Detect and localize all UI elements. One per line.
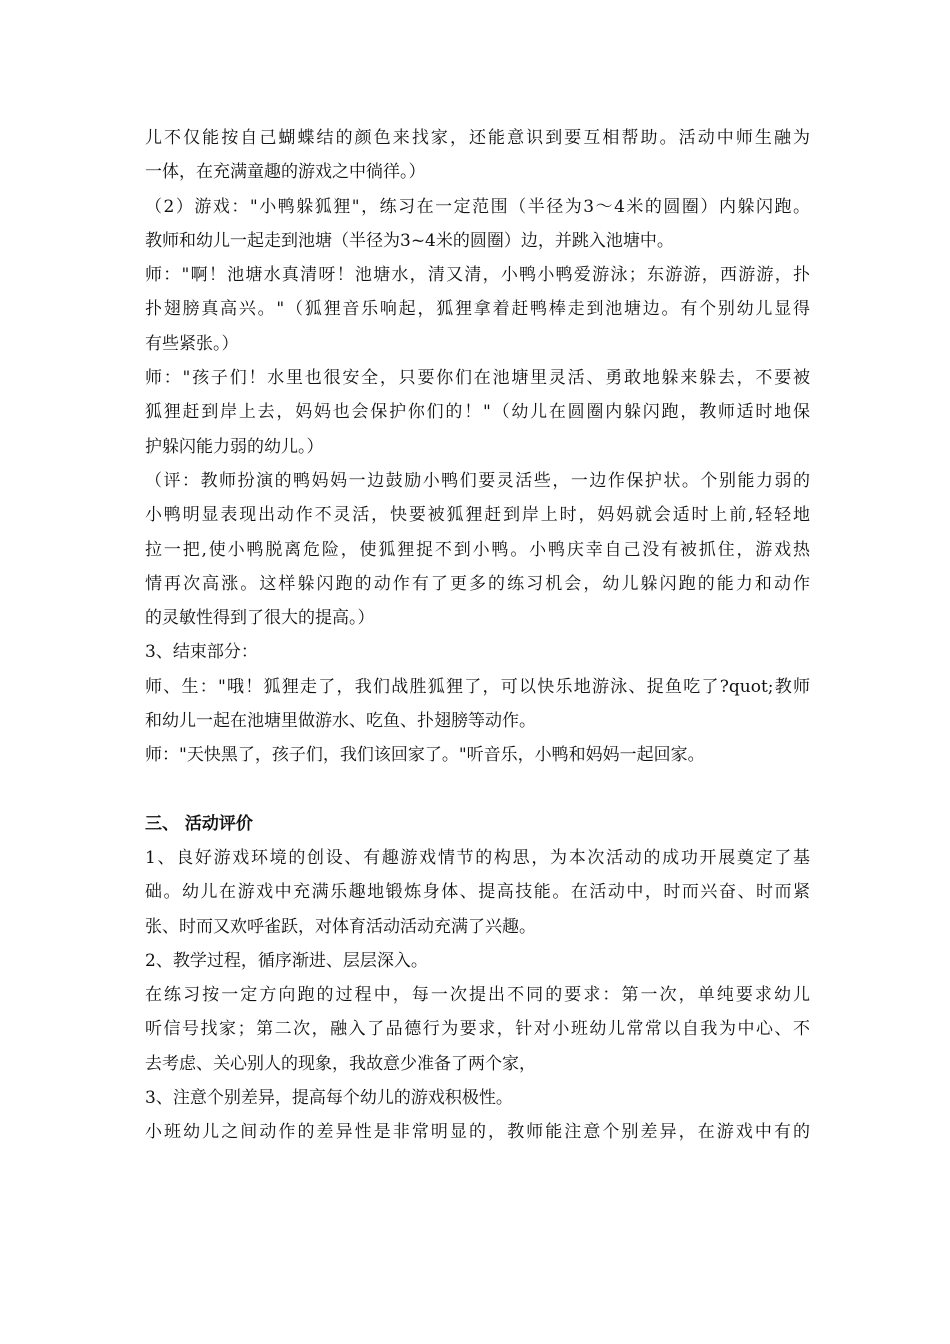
section-heading: 三、 活动评价 [145, 813, 253, 834]
paragraph-line: 听信号找家；第二次，融入了品德行为要求，针对小班幼儿常常以自我为中心、不 [145, 1019, 810, 1040]
paragraph-line: 础。幼儿在游戏中充满乐趣地锻炼身体、提高技能。在活动中，时而兴奋、时而紧 [145, 882, 810, 903]
paragraph-line: 1、良好游戏环境的创设、有趣游戏情节的构思，为本次活动的成功开展奠定了基 [145, 847, 810, 868]
paragraph-line: 小班幼儿之间动作的差异性是非常明显的，教师能注意个别差异，在游戏中有的 [145, 1122, 810, 1143]
document-body [145, 121, 810, 1150]
paragraph-line: 3、注意个别差异，提高每个幼儿的游戏积极性。 [145, 1088, 513, 1109]
paragraph-line: 的灵敏性得到了很大的提高。） [145, 608, 375, 629]
paragraph-line: 3、结束部分： [145, 642, 258, 663]
paragraph-line: 2、教学过程，循序渐进、层层深入。 [145, 950, 428, 971]
paragraph-line: 师、生："哦！狐狸走了，我们战胜狐狸了，可以快乐地游泳、捉鱼吃了?quot;教师 [145, 676, 810, 697]
paragraph-line: 有些紧张。） [145, 333, 239, 354]
paragraph-line: 拉一把,使小鸭脱离危险，使狐狸捉不到小鸭。小鸭庆幸自己没有被抓住，游戏热 [145, 539, 810, 560]
blank-line [145, 773, 810, 807]
paragraph-line: 情再次高涨。这样躲闪跑的动作有了更多的练习机会，幼儿躲闪跑的能力和动作 [145, 573, 810, 594]
paragraph-line: 师："天快黑了，孩子们，我们该回家了。"听音乐，小鸭和妈妈一起回家。 [145, 745, 705, 766]
paragraph-line: 在练习按一定方向跑的过程中，每一次提出不同的要求：第一次，单纯要求幼儿 [145, 985, 810, 1006]
paragraph-line: （评：教师扮演的鸭妈妈一边鼓励小鸭们要灵活些，一边作保护状。个别能力弱的 [145, 470, 810, 491]
paragraph-line: 小鸭明显表现出动作不灵活，快要被狐狸赶到岸上时，妈妈就会适时上前,轻轻地 [145, 505, 810, 526]
paragraph-line: 张、时而又欢呼雀跃，对体育活动活动充满了兴趣。 [145, 916, 536, 937]
paragraph-line: 狐狸赶到岸上去，妈妈也会保护你们的！"（幼儿在圆圈内躲闪跑，教师适时地保 [145, 402, 810, 423]
paragraph-line: 和幼儿一起在池塘里做游水、吃鱼、扑翅膀等动作。 [145, 711, 536, 732]
paragraph-line: （2）游戏："小鸭躲狐狸"，练习在一定范围（半径为3～4米的圆圈）内躲闪跑。 [145, 196, 810, 217]
paragraph-line: 扑翅膀真高兴。"（狐狸音乐响起，狐狸拿着赶鸭棒走到池塘边。有个别幼儿显得 [145, 299, 810, 320]
paragraph-line: 教师和幼儿一起走到池塘（半径为3~4米的圆圈）边，并跳入池塘中。 [145, 230, 674, 251]
paragraph-line: 去考虑、关心别人的现象，我故意少准备了两个家， [145, 1053, 536, 1074]
paragraph-line: 一体，在充满童趣的游戏之中徜徉。） [145, 162, 426, 183]
paragraph-line: 师："孩子们！水里也很安全，只要你们在池塘里灵活、勇敢地躲来躲去，不要被 [145, 368, 810, 389]
paragraph-line: 护躲闪能力弱的幼儿。） [145, 436, 324, 457]
paragraph-line: 师："啊！池塘水真清呀！池塘水，清又清，小鸭小鸭爱游泳；东游游，西游游，扑 [145, 265, 810, 286]
paragraph-line: 儿不仅能按自己蝴蝶结的颜色来找家，还能意识到要互相帮助。活动中师生融为 [145, 128, 810, 148]
